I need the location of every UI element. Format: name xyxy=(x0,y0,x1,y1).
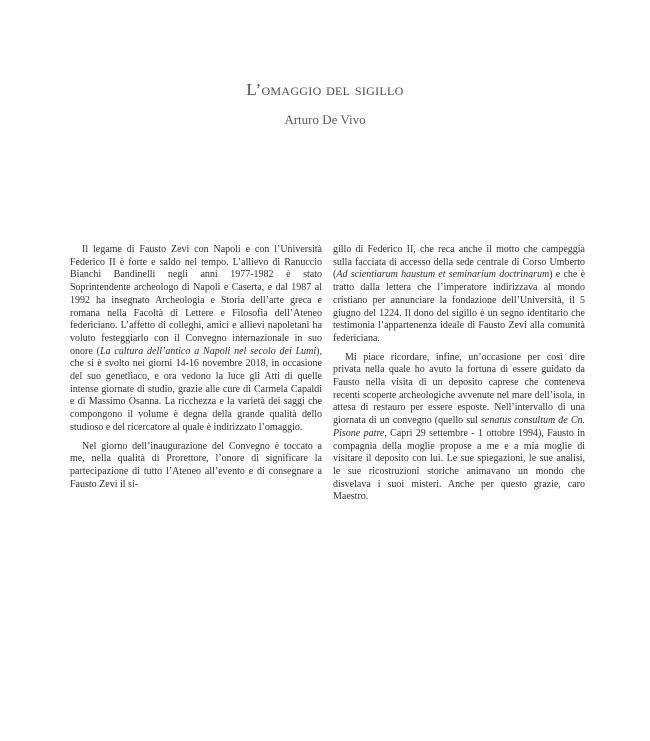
paragraph xyxy=(333,352,585,504)
author-name: Arturo De Vivo xyxy=(284,112,366,127)
text-run: gillo di Federico II, che reca anche il motto che campeggia sulla facciata di accesso della sede centrale di Corso Umberto ( xyxy=(333,244,585,281)
text-run: Mi piace ricordare, infine, un’occasione per così dire privata nella quale ho avuto la fortuna di essere guidato da Fausto nella visita di un deposito caprese che conteneva recenti scoperte archeologiche avvenute nel mare dell’isola, in attesa di restauro per essere esposte. Nell’intervallo di una giornata di un convegno (quello sul xyxy=(333,351,585,427)
italic-motto: Ad scientiarum haustum et seminarium doctrinarum xyxy=(336,269,550,281)
text-run: ), che si è svolto nei giorni 14-16 novembre 2018, in occasione del suo genetliaco, e ora vedono la luce gli Atti di quelle intense giornate di studio, grazie alle cure di Carmela Capaldi e di Massimo Osanna. La ricchezza e la varietà dei saggi che compongono il volume è degna della grande qualità dello studioso e del ricercatore al quale è indirizzato l’omaggio. xyxy=(70,345,322,433)
italic-title: senatus consultum de Cn. Pisone patre xyxy=(333,415,586,439)
paragraph xyxy=(70,244,322,435)
paragraph: Nel giorno dell’inaugurazione del Convegno è toccato a me, nella qualità di Prorettore, l’onore di significare la partecipazione di tutto l’Ateneo all’evento e di consegnare a Fausto Zevi il si- xyxy=(70,440,322,490)
paragraph xyxy=(333,244,585,346)
right-column xyxy=(333,244,585,504)
text-run: ) e che è tratto dalla lettera che l’imperatore indirizzava al mondo cristiano per annunciare la fondazione dell’Università, il 5 giugno del 1224. Il dono del sigillo è un segno identitario che testimonia l’appartenenza ideale di Fausto Zevi alla comunità federiciana. xyxy=(333,269,586,344)
left-column xyxy=(70,244,322,491)
page-title: L’omaggio del sigillo xyxy=(246,80,404,99)
text-run: , Capri 29 settembre - 1 ottobre 1994), Fausto in compagnia della moglie propose a me e a mia moglie di visitare il deposito con lui. Le sue spiegazioni, le sue analisi, le sue ricostruzioni storiche animavano un mondo che disvelava i suoi misteri. Anche per questo grazie, caro Maestro. xyxy=(333,427,585,503)
text-run: Il legame di Fausto Zevi con Napoli e con l’Università Federico II è forte e saldo nel tempo. L’allievo di Ranuccio Bianchi Bandinelli negli anni 1977-1982 è stato Soprintendente archeologo di Napoli e Caserta, e dal 1987 al 1992 ha insegnato Archeologia e Storia dell’arte greca e romana nella Facoltà di Lettere e Filosofia dell’Ateneo federiciano. L’affetto di colleghi, amici e allievi napoletani ha voluto festeggiarlo con il Convegno internazionale in suo onore ( xyxy=(70,244,322,357)
italic-title: La cultura dell’antico a Napoli nel secolo dei Lumi xyxy=(99,345,317,357)
